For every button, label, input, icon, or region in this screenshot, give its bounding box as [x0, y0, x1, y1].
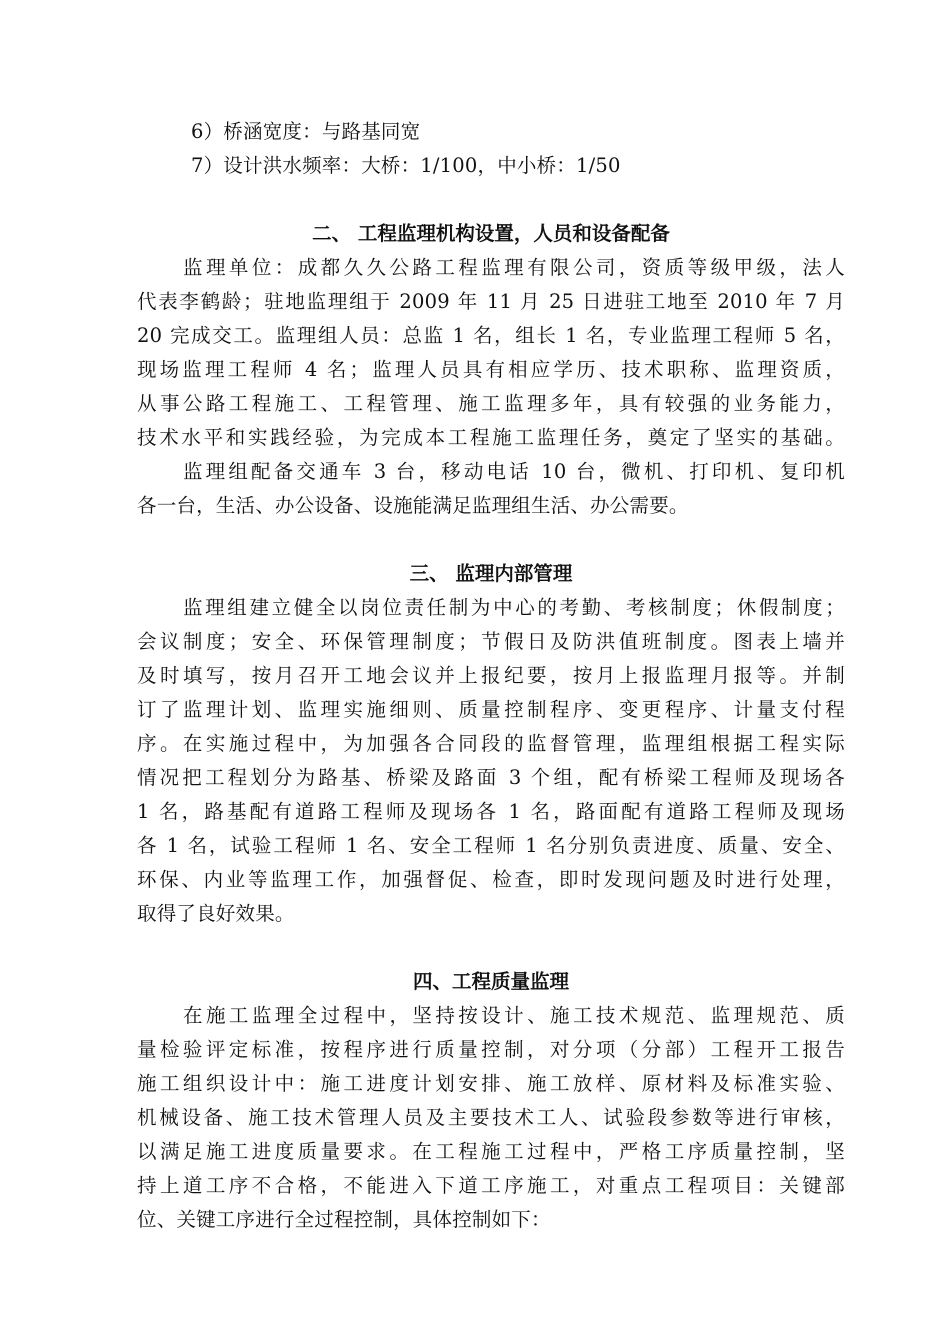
text-line: 代表李鹤龄；驻地监理组于 2009 年 11 月 25 日进驻工地至 2010 年 7 月: [137, 290, 845, 313]
text-line: 从事公路工程施工、工程管理、施工监理多年，具有较强的业务能力，: [137, 392, 845, 415]
text-line: 监理单位：成都久久公路工程监理有限公司，资质等级甲级，法人: [183, 256, 845, 279]
paragraph-internal-management: [137, 591, 845, 931]
spacer: [137, 931, 845, 965]
document-page: [137, 115, 845, 1237]
text-line: 及时填写，按月召开工地会议并上报纪要，按月上报监理月报等。并制: [137, 664, 845, 687]
paragraph-equipment: [137, 455, 845, 523]
text-line: 技术水平和实践经验，为完成本工程施工监理任务，奠定了坚实的基础。: [137, 426, 845, 449]
paragraph-supervision-unit: [137, 251, 845, 455]
section-heading-supervision-organization: 二、 工程监理机构设置，人员和设备配备: [312, 222, 670, 245]
text-line: 在施工监理全过程中，坚持按设计、施工技术规范、监理规范、质: [183, 1004, 845, 1027]
spec-item-flood-frequency: 7）设计洪水频率：大桥：1/100，中小桥：1/50: [191, 154, 621, 177]
section-heading-quality-supervision: 四、工程质量监理: [412, 970, 569, 993]
spacer: [137, 523, 845, 557]
text-line: 1 名，路基配有道路工程师及现场各 1 名，路面配有道路工程师及现场: [137, 800, 845, 823]
text-line: 各一台，生活、办公设备、设施能满足监理组生活、办公需要。: [137, 494, 689, 517]
text-line: 会议制度；安全、环保管理制度；节假日及防洪值班制度。图表上墙并: [137, 630, 845, 653]
text-line: 施工组织设计中：施工进度计划安排、施工放样、原材料及标准实验、: [137, 1072, 845, 1095]
text-line: 监理组建立健全以岗位责任制为中心的考勤、考核制度；休假制度；: [183, 596, 845, 619]
text-line: 持上道工序不合格，不能进入下道工序施工，对重点工程项目：关键部: [137, 1174, 845, 1197]
text-line: 量检验评定标准，按程序进行质量控制，对分项（分部）工程开工报告: [137, 1038, 845, 1061]
text-line: 机械设备、施工技术管理人员及主要技术工人、试验段参数等进行审核，: [137, 1106, 845, 1129]
paragraph-quality-supervision: [137, 999, 845, 1237]
text-line: 监理组配备交通车 3 台，移动电话 10 台，微机、打印机、复印机: [183, 460, 845, 483]
text-line: 情况把工程划分为路基、桥梁及路面 3 个组，配有桥梁工程师及现场各: [137, 766, 845, 789]
text-line: 以满足施工进度质量要求。在工程施工过程中，严格工序质量控制，坚: [137, 1140, 845, 1163]
spacer: [137, 183, 845, 217]
text-line: 环保、内业等监理工作，加强督促、检查，即时发现问题及时进行处理，: [137, 868, 845, 891]
text-line: 取得了良好效果。: [137, 902, 295, 925]
text-line: 20 完成交工。监理组人员：总监 1 名，组长 1 名，专业监理工程师 5 名，: [137, 324, 845, 347]
text-line: 位、关键工序进行全过程控制，具体控制如下：: [137, 1208, 551, 1231]
text-line: 现场监理工程师 4 名；监理人员具有相应学历、技术职称、监理资质，: [137, 358, 845, 381]
section-heading-internal-management: 三、 监理内部管理: [409, 562, 573, 585]
text-line: 各 1 名，试验工程师 1 名、安全工程师 1 名分别负责进度、质量、安全、: [137, 834, 845, 857]
spec-item-bridge-width: 6）桥涵宽度：与路基同宽: [191, 120, 421, 143]
text-line: 订了监理计划、监理实施细则、质量控制程序、变更程序、计量支付程: [137, 698, 845, 721]
text-line: 序。在实施过程中，为加强各合同段的监督管理，监理组根据工程实际: [137, 732, 845, 755]
